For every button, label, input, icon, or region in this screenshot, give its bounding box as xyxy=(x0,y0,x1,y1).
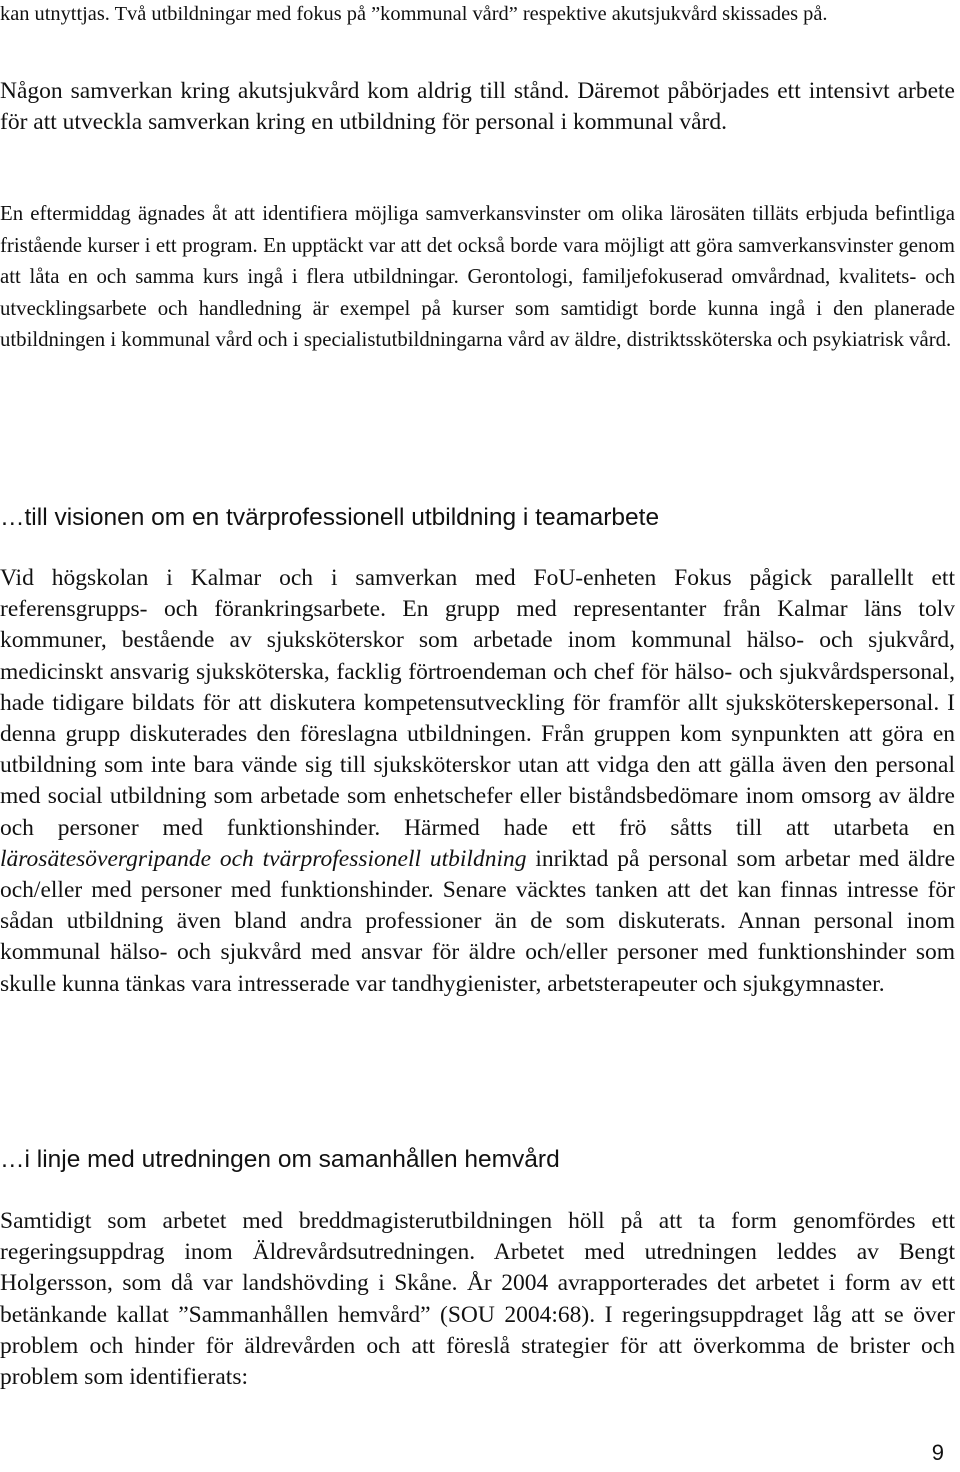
page-number: 9 xyxy=(931,1440,944,1465)
paragraph-aldrevardsutredningen: Samtidigt som arbetet med breddmagisterutbildningen höll på att ta form genomfördes ett regeringsuppdrag inom Äldrevårdsutredningen. Arbetet med utredningen leddes av Bengt Holgersson, som då var landshövding i Skåne. År 2004 avrapporterades det arbetet i form av ett betänkande kallat ”Sammanhållen hemvård” (SOU 2004:68). I regeringsuppdraget låg att se över problem och hinder för äldrevården och att föreslå strategier för att överkomma de brister och problem som identifierats: xyxy=(0,1208,955,1391)
paragraph-akutsjukvard: Någon samverkan kring akutsjukvård kom aldrig till stånd. Däremot påbörjades ett intensivt arbete för att utveckla samverkan kring en utbildning för personal i kommunal vård. xyxy=(0,78,955,136)
paragraph-text-part-2: inriktad på personal som arbetar med äldre och/eller med personer med funktionshinder. Senare väcktes tanken att det kan finnas intresse för sådan utbildning även bland andra professioner än de som diskuterats. Annan personal inom kommunal hälso- och sjukvård med ansvar för äldre och/eller personer med funktionshinder som skulle kunna tänkas vara intresserade var tandhygienister, arbetsterapeuter och sjukgymnaster. xyxy=(0,845,955,997)
paragraph-samverkansvinster: En eftermiddag ägnades åt att identifiera möjliga samverkansvinster om olika lärosäten tilläts erbjuda befintliga fristående kurser i ett program. En upptäckt var att det också borde vara möjligt att göra samverkansvinster genom att låta en och samma kurs ingå i flera utbildningar. Gerontologi, familjefokuserad omvårdnad, kvalitets- och utvecklingsarbete och handledning är exempel på kurser som samtidigt borde kunna ingå i den planerade utbildningen i kommunal vård och i specialistutbildningarna vård av äldre, distriktssköterska och psykiatrisk vård. xyxy=(0,202,955,351)
paragraph-hogskolan-kalmar xyxy=(0,563,955,1000)
paragraph-intro-continuation: kan utnyttjas. Två utbildningar med fokus på ”kommunal vård” respektive akutsjukvård skissades på. xyxy=(0,3,828,25)
section-heading-visionen: …till visionen om en tvärprofessionell utbildning i teamarbete xyxy=(0,504,660,531)
section-heading-utredningen: …i linje med utredningen om samanhållen hemvård xyxy=(0,1146,560,1173)
paragraph-text-part-1: Vid högskolan i Kalmar och i samverkan med FoU-enheten Fokus pågick parallellt ett referensgrupps- och förankringsarbete. En grupp med representanter från Kalmar läns tolv kommuner, bestående av sjuksköterskor som arbetade inom kommunal hälso- och sjukvård, medicinskt ansvarig sjuksköterska, facklig förtroendeman och chef för hälso- och sjukvårdspersonal, hade tidigare bildats för att diskutera kompetensutveckling för framför allt sjuksköterskepersonal. I denna grupp diskuterades den föreslagna utbildningen. Från gruppen kom synpunkten att göra en utbildning som inte bara vände sig till sjuksköterskor utan att vidga den att gälla även den personal med social utbildning som arbetade som enhetschefer eller biståndsbedömare inom omsorg av äldre och personer med funktionshinder. Härmed hade ett frö såtts till att utarbeta en xyxy=(0,565,955,841)
emphasized-program-name: lärosätesövergripande och tvärprofessionell utbildning xyxy=(0,845,527,872)
